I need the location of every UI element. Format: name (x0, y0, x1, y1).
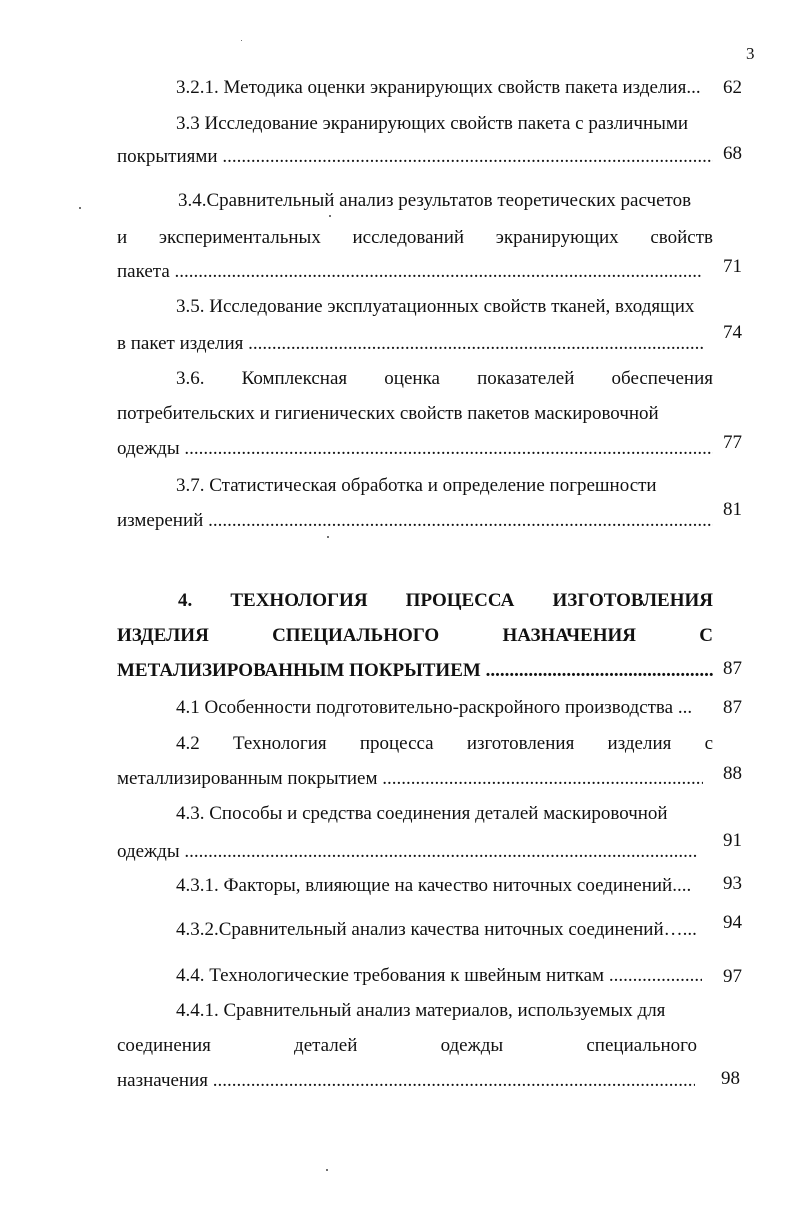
toc-word: изделия (607, 733, 672, 754)
toc-entry-justified-line (117, 625, 713, 647)
toc-word: ИЗГОТОВЛЕНИЯ (552, 590, 713, 611)
toc-entry-justified-line (117, 227, 713, 249)
toc-entry-page: 98 (721, 1068, 740, 1089)
toc-word: экспериментальных (158, 227, 321, 248)
scan-speck (241, 40, 242, 41)
toc-entry-page: 77 (723, 432, 742, 453)
toc-word: 3.6. (176, 368, 205, 389)
toc-word: специального (586, 1035, 697, 1056)
toc-word: экранирующих (495, 227, 619, 248)
toc-word: Комплексная (241, 368, 348, 389)
toc-word: Технология (232, 733, 327, 754)
toc-entry-page: 68 (723, 143, 742, 164)
toc-word: с (704, 733, 713, 754)
toc-entry-text-leader: измерений ..... (117, 510, 713, 532)
toc-entry-justified-line (178, 590, 713, 612)
toc-word: 4.2 (176, 733, 200, 754)
scan-speck (79, 207, 81, 209)
toc-entry-text: 3.2.1. Методика оценки экранирующих свойств пакета изделия... (176, 77, 701, 98)
toc-entry-page: 88 (723, 763, 742, 784)
toc-entry-text: 4.3.1. Факторы, влияющие на качество ниточных соединений.... (176, 875, 692, 896)
toc-word: СПЕЦИАЛЬНОГО (272, 625, 440, 646)
toc-word: С (699, 625, 713, 646)
toc-entry-text: 4.1 Особенности подготовительно-раскройного производства ... (176, 697, 693, 718)
toc-entry-justified-line (176, 733, 713, 755)
toc-entry-text-leader: в пакет изделия ..... (117, 333, 705, 355)
toc-word: НАЗНАЧЕНИЯ (502, 625, 637, 646)
toc-entry-text-leader: покрытиями ..... (117, 146, 713, 168)
toc-word: исследований (352, 227, 465, 248)
toc-entry-text: 4.4.1. Сравнительный анализ материалов, используемых для (176, 1000, 666, 1021)
toc-entry-justified-line (117, 1035, 697, 1057)
toc-entry-text: 3.7. Статистическая обработка и определение погрешности (176, 475, 657, 496)
toc-entry-text-leader: одежды ..... (117, 438, 713, 460)
toc-entry-page: 97 (723, 966, 742, 987)
toc-word: ПРОЦЕССА (405, 590, 515, 611)
toc-word: ИЗДЕЛИЯ (117, 625, 209, 646)
toc-word: деталей (294, 1035, 358, 1056)
toc-word: свойств (650, 227, 713, 248)
toc-word: 4. (178, 590, 193, 611)
toc-entry-text-leader: МЕТАЛИЗИРОВАННЫМ ПОКРЫТИЕМ ..... (117, 660, 713, 682)
toc-entry-text-leader: назначения ..... (117, 1070, 695, 1092)
toc-entry-justified-line (176, 368, 713, 390)
toc-word: изготовления (466, 733, 575, 754)
toc-entry-page: 87 (723, 658, 742, 679)
toc-word: соединения (117, 1035, 211, 1056)
toc-entry-text: 3.3 Исследование экранирующих свойств пакета с различными (176, 113, 689, 134)
toc-word: и (117, 227, 128, 248)
toc-word: процесса (359, 733, 434, 754)
toc-word: одежды (440, 1035, 504, 1056)
toc-entry-page: 71 (723, 256, 742, 277)
toc-entry-page: 94 (723, 912, 742, 933)
page-number: 3 (746, 44, 755, 63)
toc-word: оценка (384, 368, 440, 389)
toc-entry-page: 74 (723, 322, 742, 343)
toc-word: обеспечения (611, 368, 713, 389)
toc-entry-text-leader: одежды ..... (117, 841, 697, 863)
toc-entry-text: 4.3.2.Сравнительный анализ качества ниточных соединений…... (176, 919, 697, 940)
toc-word: ТЕХНОЛОГИЯ (230, 590, 368, 611)
toc-entry-text: 3.4.Сравнительный анализ результатов теоретических расчетов (178, 190, 692, 211)
toc-entry-text: 4.3. Способы и средства соединения деталей маскировочной (176, 803, 668, 824)
scan-speck (327, 536, 329, 538)
toc-entry-page: 93 (723, 873, 742, 894)
toc-entry-page: 91 (723, 830, 742, 851)
scan-speck (329, 215, 331, 217)
scan-speck (326, 1169, 328, 1171)
toc-entry-page: 87 (723, 697, 742, 718)
toc-entry-text-leader: пакета ..... (117, 261, 703, 283)
toc-entry-page: 81 (723, 499, 742, 520)
toc-entry-text: 3.5. Исследование эксплуатационных свойств тканей, входящих (176, 296, 695, 317)
toc-entry-text-leader: 4.4. Технологические требования к швейным ниткам ..... (176, 965, 702, 987)
toc-entry-text-leader: металлизированным покрытием ..... (117, 768, 703, 790)
toc-word: показателей (477, 368, 575, 389)
toc-entry-text: потребительских и гигиенических свойств пакетов маскировочной (117, 403, 659, 424)
toc-entry-page: 62 (723, 77, 742, 98)
